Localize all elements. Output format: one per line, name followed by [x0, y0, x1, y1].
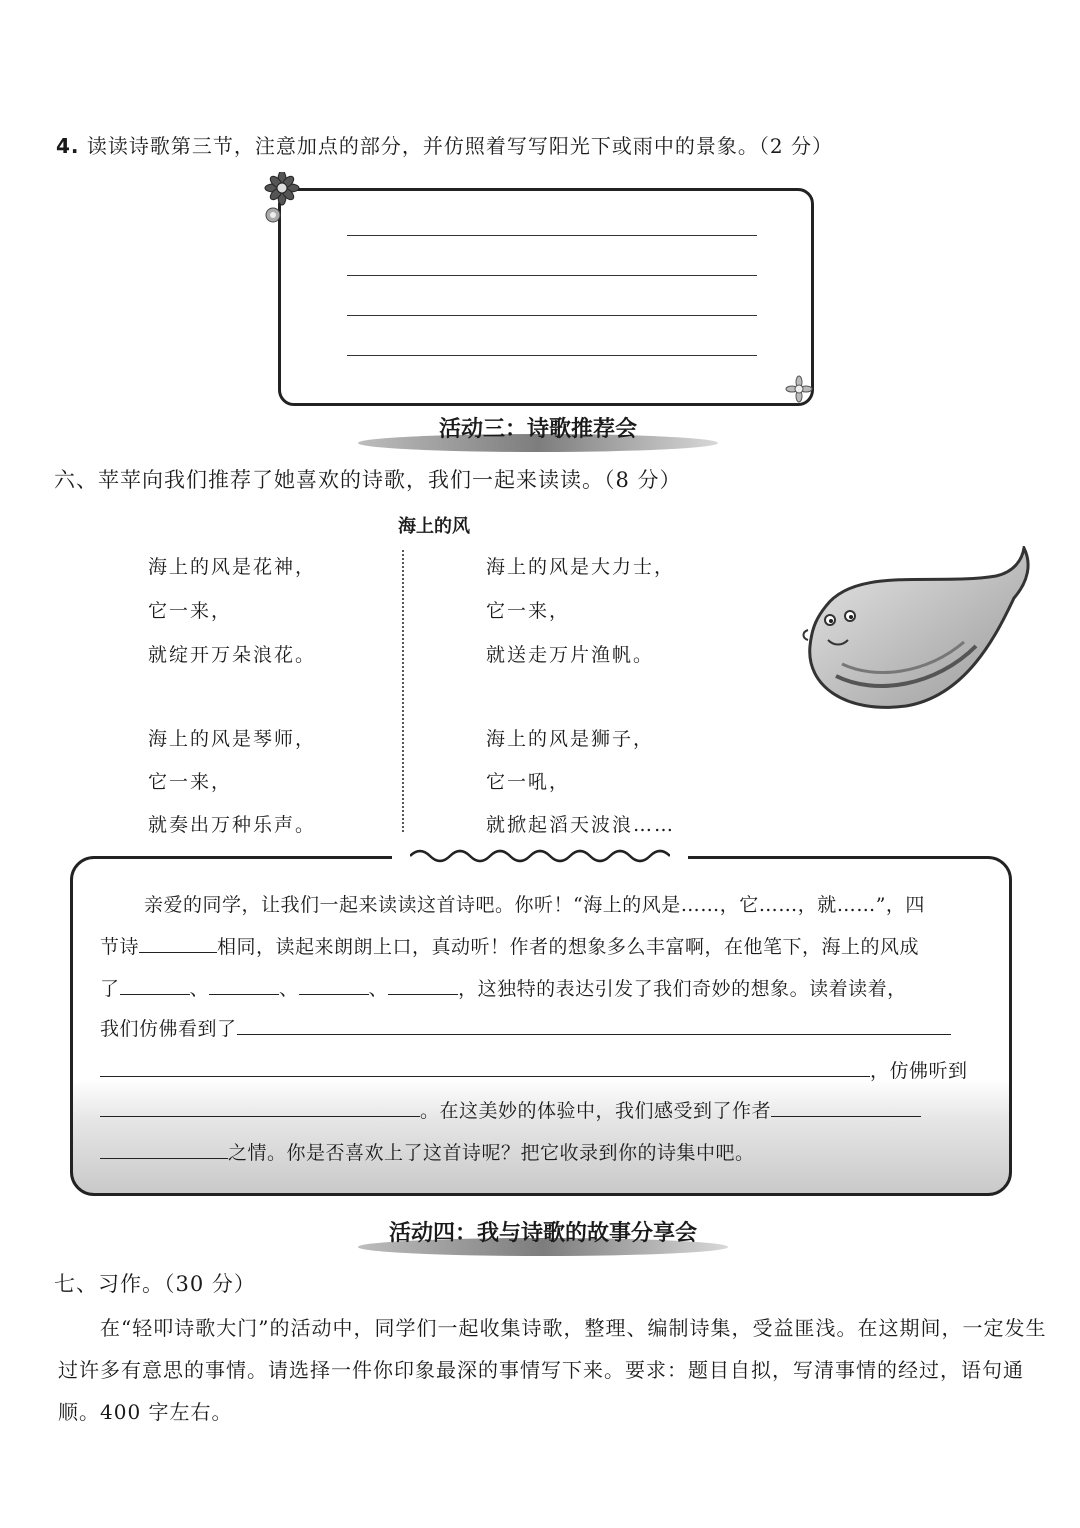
- column-divider: [402, 550, 404, 832]
- poem-line: 就送走万片渔帆。: [486, 644, 655, 666]
- prompt-line: 在“轻叩诗歌大门”的活动中，同学们一起收集诗歌，整理、编制诗集，受益匪浅。在这期间，一定发生: [100, 1316, 1047, 1340]
- question-7: 七、习作。（30 分）: [54, 1272, 256, 1296]
- answer-blank[interactable]: [100, 1058, 870, 1077]
- answer-blank[interactable]: [139, 934, 217, 953]
- poem-title: 海上的风: [398, 516, 470, 537]
- activity-banner: [358, 1216, 728, 1256]
- poem-line: 就掀起滔天波浪……: [486, 814, 676, 836]
- question-number: 4.: [56, 134, 80, 158]
- wind-cartoon-icon: [796, 546, 1036, 746]
- poem-line: 海上的风是琴师，: [148, 728, 317, 750]
- cloze-line: [100, 1056, 968, 1083]
- writing-box: [278, 188, 814, 406]
- cloze-line: [100, 932, 919, 959]
- question-text: 读读诗歌第三节，注意加点的部分，并仿照着写写阳光下或雨中的景象。（2 分）: [86, 134, 833, 158]
- cloze-text: 之情。你是否喜欢上了这首诗呢？把它收录到你的诗集中吧。: [228, 1142, 755, 1164]
- separator: 、: [368, 978, 389, 1000]
- answer-line[interactable]: [347, 355, 757, 356]
- cloze-text: ，仿佛听到: [870, 1060, 968, 1082]
- cloze-line: 亲爱的同学，让我们一起来读读这首诗吧。你听！“海上的风是……，它……，就……”，四: [144, 894, 925, 916]
- cloze-text: 我们仿佛看到了: [100, 1018, 237, 1040]
- poem-line: 就绽开万朵浪花。: [148, 644, 317, 666]
- cloze-line: [100, 1014, 951, 1041]
- answer-blank[interactable]: [299, 976, 369, 995]
- cloze-line: [100, 974, 907, 1001]
- separator: 、: [279, 978, 299, 1000]
- cloze-text: 。在这美妙的体验中，我们感受到了作者: [420, 1100, 772, 1122]
- prompt-line: 顺。400 字左右。: [58, 1400, 233, 1424]
- separator: 、: [189, 978, 210, 1000]
- poem-line: 它一吼，: [486, 771, 571, 793]
- activity-title: 活动三：诗歌推荐会: [438, 417, 637, 442]
- poem-line: 它一来，: [486, 600, 571, 622]
- answer-line[interactable]: [347, 235, 757, 236]
- activity-title: 活动四：我与诗歌的故事分享会: [388, 1221, 697, 1246]
- answer-blank[interactable]: [120, 976, 190, 995]
- poem-line: 海上的风是花神，: [148, 556, 317, 578]
- answer-blank[interactable]: [388, 976, 458, 995]
- wave-divider-icon: [410, 846, 670, 866]
- answer-blank[interactable]: [237, 1016, 951, 1035]
- prompt-line: 过许多有意思的事情。请选择一件你印象最深的事情写下来。要求：题目自拟，写清事情的经过，语句通: [58, 1358, 1024, 1382]
- activity-banner: [358, 412, 718, 452]
- answer-line[interactable]: [347, 275, 757, 276]
- answer-line[interactable]: [347, 315, 757, 316]
- cloze-text: 了: [100, 978, 120, 1000]
- question-4: [56, 130, 833, 159]
- question-6: 六、苹苹向我们推荐了她喜欢的诗歌，我们一起来读读。（8 分）: [54, 468, 682, 492]
- flower-icon: [784, 374, 814, 404]
- cloze-line: [100, 1138, 755, 1165]
- poem-line: 海上的风是狮子，: [486, 728, 655, 750]
- answer-blank[interactable]: [100, 1140, 228, 1159]
- flower-icon: [262, 172, 314, 226]
- poem-line: 它一来，: [148, 600, 233, 622]
- cloze-line: [100, 1096, 921, 1123]
- answer-blank[interactable]: [771, 1098, 921, 1117]
- poem-line: 它一来，: [148, 771, 233, 793]
- poem-line: 海上的风是大力士，: [486, 556, 676, 578]
- answer-blank[interactable]: [209, 976, 279, 995]
- poem-line: 就奏出万种乐声。: [148, 814, 317, 836]
- answer-blank[interactable]: [100, 1098, 420, 1117]
- cloze-text: ，这独特的表达引发了我们奇妙的想象。读着读着，: [458, 978, 907, 1000]
- cloze-text: 节诗: [100, 936, 140, 958]
- cloze-text: 相同，读起来朗朗上口，真动听！作者的想象多么丰富啊，在他笔下，海上的风成: [217, 936, 920, 958]
